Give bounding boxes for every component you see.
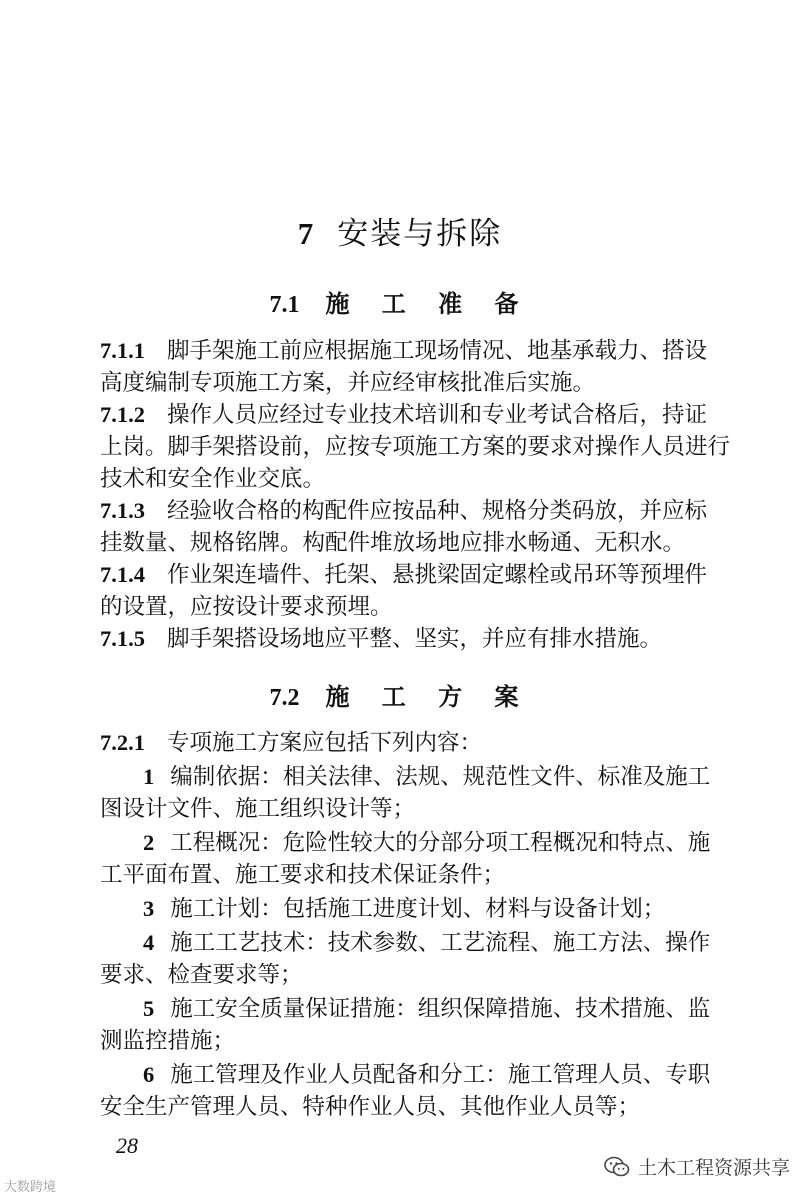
watermark-right-text: 土木工程资源共享	[637, 1157, 790, 1179]
clause-7-1-3-line-2: 挂数量、规格铭牌。构配件堆放场地应排水畅通、无积水。	[100, 530, 686, 556]
list-item-4-line-1: 4 施工工艺技术：技术参数、工艺流程、施工方法、操作	[143, 930, 711, 956]
clause-7-1-5-line-1: 7.1.5 脚手架搭设场地应平整、坚实，并应有排水措施。	[100, 626, 663, 652]
section-title-7-1	[0, 284, 800, 319]
watermark-right	[604, 1153, 790, 1180]
clause-7-1-1-line-2: 高度编制专项施工方案，并应经审核批准后实施。	[100, 370, 596, 396]
chapter-number: 7	[297, 216, 316, 251]
item-number: 4	[143, 930, 155, 955]
list-item-6-line-2: 安全生产管理人员、特种作业人员、其他作业人员等；	[100, 1094, 641, 1120]
list-item-1-line-2: 图设计文件、施工组织设计等；	[100, 796, 416, 822]
clause-7-1-4-line-1: 7.1.4 作业架连墙件、托架、悬挑梁固定螺栓或吊环等预埋件	[100, 562, 708, 588]
clause-7-1-4-line-2: 的设置，应按设计要求预埋。	[100, 594, 393, 620]
clause-number: 7.1.5	[100, 626, 145, 651]
list-item-2-line-1: 2 工程概况：危险性较大的分部分项工程概况和特点、施	[143, 830, 711, 856]
clause-7-2-1-line-1: 7.2.1 专项施工方案应包括下列内容：	[100, 730, 483, 756]
item-number: 2	[143, 830, 155, 855]
item-number: 1	[143, 764, 155, 789]
wechat-icon	[604, 1156, 630, 1178]
clause-7-1-2-line-1: 7.1.2 操作人员应经过专业技术培训和专业考试合格后，持证	[100, 402, 708, 428]
clause-7-1-1-line-1: 7.1.1 脚手架施工前应根据施工现场情况、地基承载力、搭设	[100, 338, 708, 364]
list-item-4-line-2: 要求、检查要求等；	[100, 962, 303, 988]
list-item-2-line-2: 工平面布置、施工要求和技术保证条件；	[100, 862, 506, 888]
clause-number: 7.1.1	[100, 338, 145, 363]
clause-7-1-2-line-2: 上岗。脚手架搭设前，应按专项施工方案的要求对操作人员进行	[100, 434, 731, 460]
clause-7-1-2-line-3: 技术和安全作业交底。	[100, 466, 326, 492]
section-title-7-2	[0, 677, 800, 712]
page-number: 28	[116, 1133, 138, 1158]
clause-number: 7.1.2	[100, 402, 145, 427]
list-item-6-line-1: 6 施工管理及作业人员配备和分工：施工管理人员、专职	[143, 1062, 711, 1088]
section-number: 7.1	[269, 292, 300, 318]
item-number: 3	[143, 896, 155, 921]
list-item-3-line-1: 3 施工计划：包括施工进度计划、材料与设备计划；	[143, 896, 666, 922]
section-title-text: 施 工 方 案	[325, 682, 531, 711]
section-number: 7.2	[269, 685, 300, 711]
watermark-left: 大数跨境	[4, 1180, 57, 1195]
chapter-title	[0, 208, 800, 253]
section-title-text: 施 工 准 备	[325, 289, 531, 318]
clause-7-1-3-line-1: 7.1.3 经验收合格的构配件应按品种、规格分类码放，并应标	[100, 498, 708, 524]
list-item-5-line-1: 5 施工安全质量保证措施：组织保障措施、技术措施、监	[143, 996, 711, 1022]
clause-number: 7.2.1	[100, 730, 145, 755]
clause-number: 7.1.3	[100, 498, 145, 523]
list-item-5-line-2: 测监控措施；	[100, 1028, 236, 1054]
list-item-1-line-1: 1 编制依据：相关法律、法规、规范性文件、标准及施工	[143, 764, 711, 790]
clause-number: 7.1.4	[100, 562, 145, 587]
chapter-title-text: 安装与拆除	[337, 216, 503, 252]
item-number: 5	[143, 996, 155, 1021]
item-number: 6	[143, 1062, 155, 1087]
